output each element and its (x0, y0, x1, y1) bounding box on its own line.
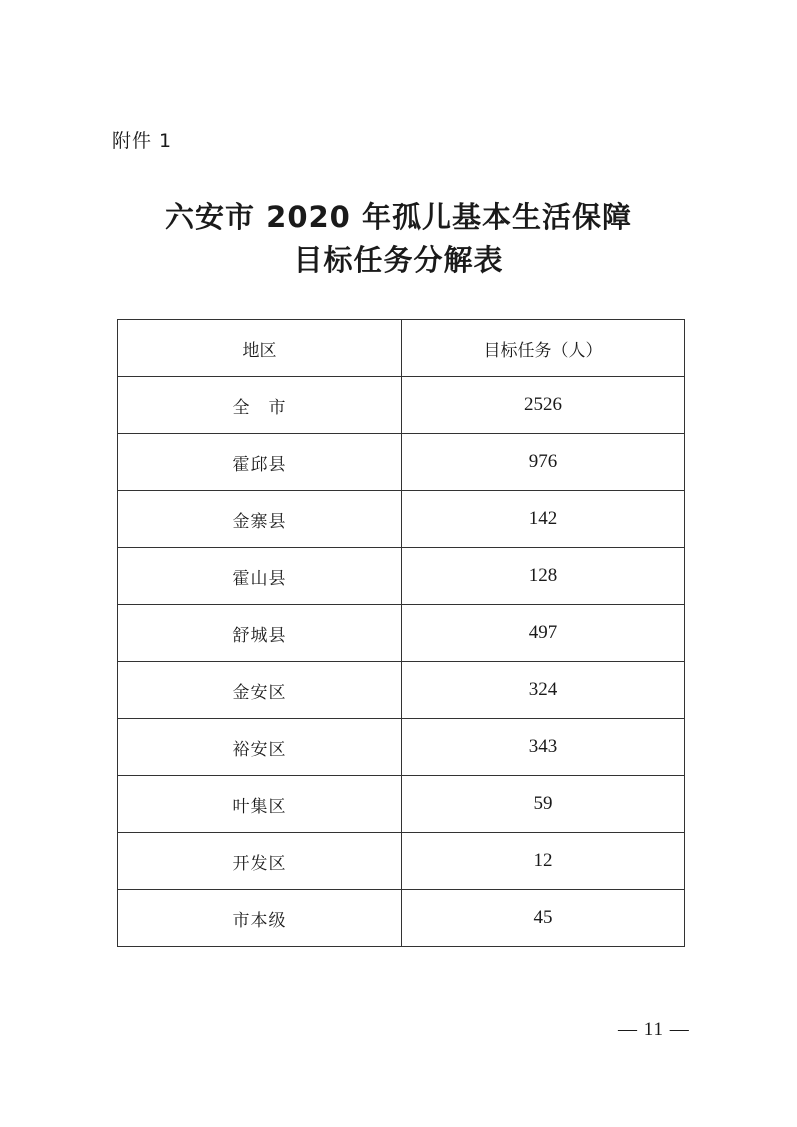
target-cell: 976 (402, 434, 685, 491)
region-cell: 市本级 (118, 890, 402, 947)
target-cell: 45 (402, 890, 685, 947)
table-row (118, 548, 685, 605)
region-cell: 舒城县 (118, 605, 402, 662)
table-row (118, 434, 685, 491)
page-number: — 11 — (618, 1019, 690, 1040)
region-cell: 霍邱县 (118, 434, 402, 491)
region-cell: 金寨县 (118, 491, 402, 548)
target-cell: 497 (402, 605, 685, 662)
column-header-region: 地区 (118, 320, 402, 377)
target-cell: 142 (402, 491, 685, 548)
table-row (118, 719, 685, 776)
target-cell: 12 (402, 833, 685, 890)
table-row (118, 491, 685, 548)
target-cell: 343 (402, 719, 685, 776)
table-row (118, 776, 685, 833)
target-cell: 2526 (402, 377, 685, 434)
attachment-label: 附件 1 (112, 130, 173, 152)
region-cell: 金安区 (118, 662, 402, 719)
table-row (118, 605, 685, 662)
target-cell: 324 (402, 662, 685, 719)
table-row (118, 833, 685, 890)
region-cell: 裕安区 (118, 719, 402, 776)
document-title-line1: 六安市 2020 年孤儿基本生活保障 (165, 200, 632, 234)
target-task-table (117, 319, 685, 947)
table-row (118, 662, 685, 719)
region-cell: 霍山县 (118, 548, 402, 605)
column-header-target: 目标任务（人） (402, 320, 685, 377)
region-cell: 全 市 (118, 377, 402, 434)
table-header-row (118, 320, 685, 377)
document-title-line2: 目标任务分解表 (293, 243, 504, 277)
region-cell: 开发区 (118, 833, 402, 890)
region-cell: 叶集区 (118, 776, 402, 833)
table-row (118, 890, 685, 947)
table-row (118, 377, 685, 434)
target-cell: 128 (402, 548, 685, 605)
target-cell: 59 (402, 776, 685, 833)
